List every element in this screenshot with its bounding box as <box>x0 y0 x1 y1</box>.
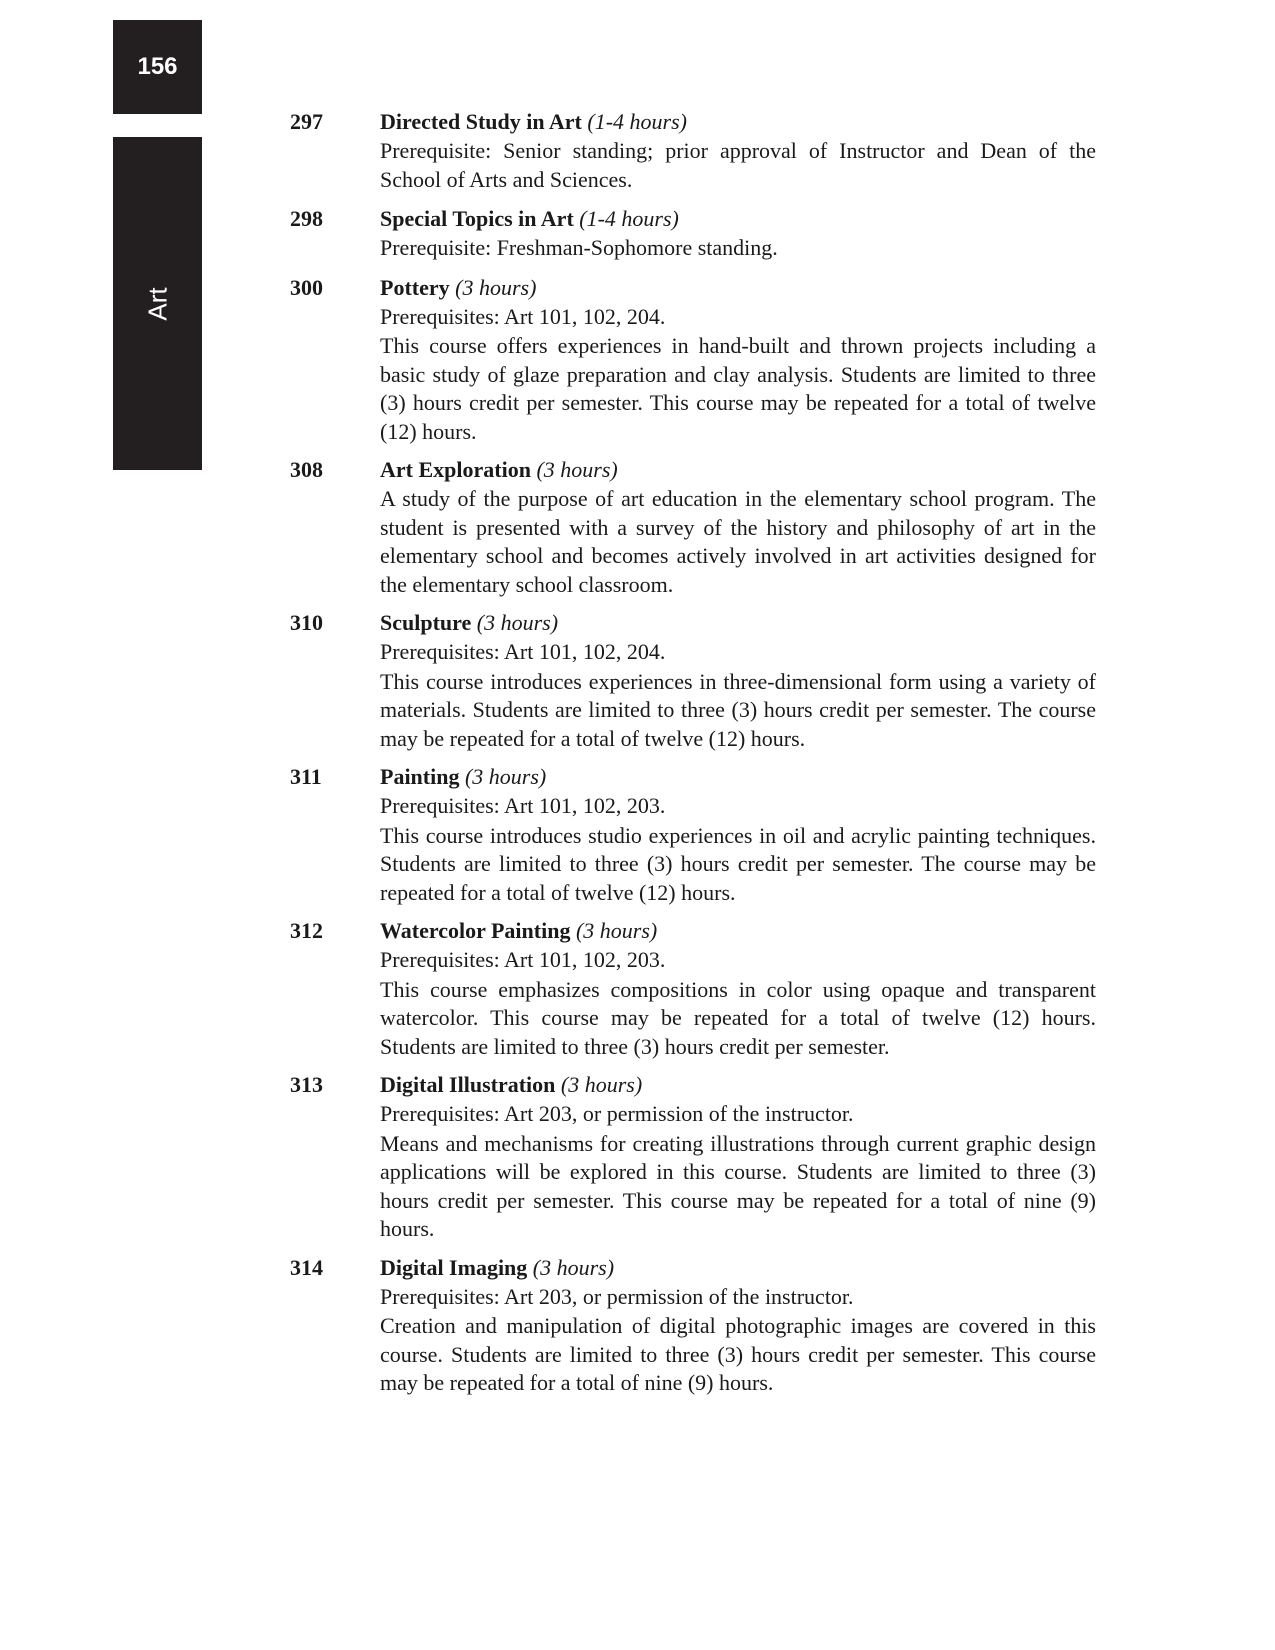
course-prerequisite: Prerequisite: Freshman-Sophomore standing. <box>380 235 778 260</box>
course-title-line <box>380 456 1096 483</box>
course-body <box>380 609 1096 753</box>
section-label: Art <box>142 287 172 321</box>
course-number: 298 <box>290 206 323 231</box>
course-body <box>380 274 1096 447</box>
course-title-line <box>380 274 1096 301</box>
course-entry <box>290 609 1096 753</box>
course-prerequisite: Prerequisites: Art 101, 102, 203. <box>380 793 666 818</box>
course-body <box>380 456 1096 599</box>
course-hours: (1-4 hours) <box>587 109 687 134</box>
course-hours: (3 hours) <box>455 274 537 300</box>
course-title: Digital Illustration <box>380 1072 556 1097</box>
page-number: 156 <box>137 53 178 80</box>
course-number: 300 <box>290 274 323 300</box>
course-title: Special Topics in Art <box>380 206 574 231</box>
course-title-line <box>380 1071 1096 1098</box>
course-prerequisite: Prerequisites: Art 101, 102, 203. <box>380 947 666 972</box>
course-number: 312 <box>290 918 323 943</box>
course-title-line <box>380 609 1096 636</box>
page-number-tab <box>113 20 202 114</box>
course-entry <box>290 1071 1096 1244</box>
course-number: 313 <box>290 1072 323 1097</box>
course-description: A study of the purpose of art education in the elementary school program. The student is presented with a survey of the history and philosophy of art in the elementary school and becomes actively involved in art activities designed for the elementary school classroom. <box>380 486 1096 597</box>
course-description: Creation and manipulation of digital photographic images are covered in this course. Students are limited to three (3) hours credit per semester. This course may be repeated for a total of nine (9) hours. <box>380 1313 1096 1395</box>
course-prerequisite: Prerequisites: Art 203, or permission of the instructor. <box>380 1101 854 1126</box>
course-hours: (3 hours) <box>575 918 658 943</box>
course-hours: (3 hours) <box>560 1072 643 1097</box>
course-body <box>380 917 1096 1061</box>
course-number: 308 <box>290 457 323 482</box>
course-body <box>380 1254 1096 1398</box>
course-entry <box>290 274 1096 447</box>
course-title-line <box>380 917 1096 944</box>
section-tab <box>113 137 202 470</box>
course-title: Watercolor Painting <box>380 918 571 943</box>
course-description: This course introduces experiences in three-dimensional form using a variety of materials. Students are limited to three (3) hours credit per semester. The course may be repeated for a total of twelve (12) hours. <box>380 668 1096 751</box>
course-title-line <box>380 763 1096 790</box>
course-title: Digital Imaging <box>380 1254 528 1280</box>
course-number: 297 <box>290 109 323 134</box>
course-prerequisite: Prerequisites: Art 101, 102, 204. <box>380 303 666 329</box>
course-list <box>290 108 1096 1408</box>
course-entry <box>290 917 1096 1061</box>
course-entry <box>290 205 1096 264</box>
course-title: Sculpture <box>380 610 472 635</box>
course-description: This course emphasizes compositions in color using opaque and transparent watercolor. This course may be repeated for a total of twelve (12) hours. Students are limited to three (3) hours credit per semester. <box>380 976 1096 1059</box>
course-hours: (1-4 hours) <box>579 206 679 231</box>
course-hours: (3 hours) <box>532 1254 615 1280</box>
course-body <box>380 763 1096 907</box>
course-title-line <box>380 205 1096 232</box>
course-entry <box>290 1254 1096 1398</box>
course-hours: (3 hours) <box>476 610 559 635</box>
course-prerequisite: Prerequisites: Art 101, 102, 204. <box>380 639 666 664</box>
course-title: Painting <box>380 764 460 789</box>
course-title: Art Exploration <box>380 457 531 482</box>
course-hours: (3 hours) <box>464 764 547 789</box>
course-entry <box>290 763 1096 907</box>
course-body <box>380 1071 1096 1244</box>
course-description: Means and mechanisms for creating illustrations through current graphic design applications will be explored in this course. Students are limited to three (3) hours credit per semester. This course may be repeated for a total of nine (9) hours. <box>380 1130 1096 1241</box>
course-hours: (3 hours) <box>536 457 618 482</box>
course-description: This course introduces studio experiences in oil and acrylic painting techniques. Students are limited to three (3) hours credit per semester. The course may be repeated for a total of twelve (12) hours. <box>380 822 1096 905</box>
course-entry <box>290 456 1096 599</box>
course-number: 314 <box>290 1254 323 1280</box>
course-title: Pottery <box>380 274 450 300</box>
course-title-line <box>380 1254 1096 1281</box>
course-number: 310 <box>290 610 323 635</box>
course-title-line <box>380 108 1096 135</box>
course-description: This course offers experiences in hand-built and thrown projects including a basic study of glaze preparation and clay analysis. Students are limited to three (3) hours credit per semester. This course may be repeated for a total of twelve (12) hours. <box>380 333 1096 444</box>
course-prerequisite: Prerequisites: Art 203, or permission of the instructor. <box>380 1283 854 1309</box>
course-body <box>380 108 1096 195</box>
course-title: Directed Study in Art <box>380 109 582 134</box>
course-body <box>380 205 1096 264</box>
course-prerequisite: Prerequisite: Senior standing; prior approval of Instructor and Dean of the School of Arts and Sciences. <box>380 138 1096 192</box>
course-entry <box>290 108 1096 195</box>
course-number: 311 <box>290 764 322 789</box>
